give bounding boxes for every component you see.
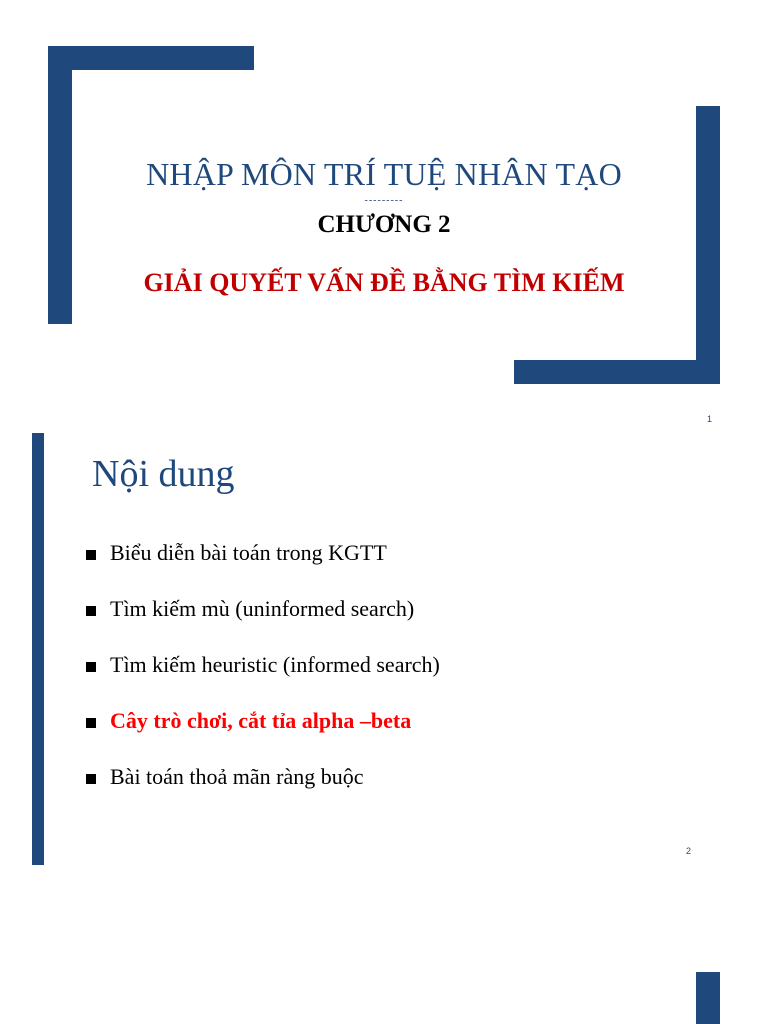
square-bullet-icon (86, 662, 96, 672)
title-divider: --------- (364, 195, 404, 206)
chapter-subtitle: GIẢI QUYẾT VẤN ĐỀ BẰNG TÌM KIẾM (143, 268, 625, 297)
slide-number-1: 1 (707, 414, 713, 424)
square-bullet-icon (86, 718, 96, 728)
list-item-highlighted (86, 708, 706, 764)
chapter-label: CHƯƠNG 2 (317, 211, 451, 238)
contents-list (86, 540, 706, 820)
square-bullet-icon (86, 606, 96, 616)
list-item-label: Cây trò chơi, cắt tỉa alpha –beta (110, 708, 412, 733)
frame-corner-top-left-horizontal (48, 46, 254, 70)
frame-corner-bottom-right-vertical (696, 106, 720, 384)
course-title: NHẬP MÔN TRÍ TUỆ NHÂN TẠO (146, 156, 622, 192)
list-item (86, 540, 706, 596)
square-bullet-icon (86, 550, 96, 560)
list-item-label: Biểu diễn bài toán trong KGTT (110, 540, 387, 565)
frame-corner-bottom-right-horizontal (514, 360, 720, 384)
list-item-label: Bài toán thoả mãn ràng buộc (110, 764, 364, 789)
list-item (86, 652, 706, 708)
contents-heading: Nội dung (92, 453, 235, 495)
square-bullet-icon (86, 774, 96, 784)
slide2-left-accent-bar (32, 433, 44, 865)
list-item (86, 596, 706, 652)
list-item (86, 764, 706, 820)
list-item-label: Tìm kiếm mù (uninformed search) (110, 596, 415, 621)
slide3-frame-corner (696, 972, 720, 1024)
slide-number-2: 2 (686, 846, 692, 856)
list-item-label: Tìm kiếm heuristic (informed search) (110, 652, 440, 677)
